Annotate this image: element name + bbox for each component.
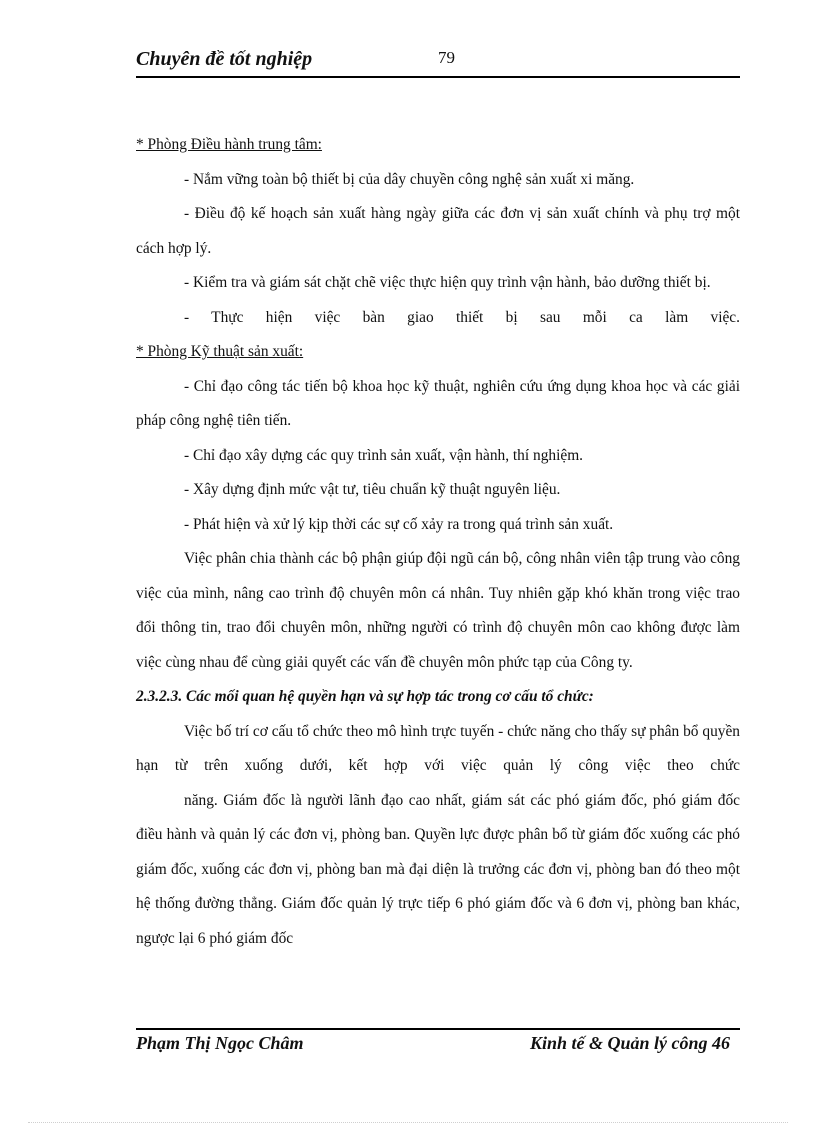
document-body	[136, 128, 740, 956]
paragraph: Việc bố trí cơ cấu tổ chức theo mô hình trực tuyến - chức năng cho thấy sự phân bổ quyền hạn từ trên xuống dưới, kết hợp với việc quản lý công việc theo chức	[136, 722, 740, 774]
list-item: - Thực hiện việc bàn giao thiết bị sau mỗi ca làm việc.	[184, 308, 740, 326]
header-title: Chuyên đề tốt nghiệp	[136, 48, 313, 70]
list-item: - Phát hiện và xử lý kịp thời các sự cố xảy ra trong quá trình sản xuất.	[184, 515, 614, 533]
list-item: - Nắm vững toàn bộ thiết bị của dây chuyền công nghệ sản xuất xi măng.	[184, 170, 635, 188]
subsection-heading: 2.3.2.3. Các mối quan hệ quyền hạn và sự hợp tác trong cơ cấu tổ chức:	[136, 688, 594, 705]
section-heading-ky-thuat: * Phòng Kỹ thuật sản xuất:	[136, 343, 304, 360]
list-item: - Điều độ kế hoạch sản xuất hàng ngày giữa các đơn vị sản xuất chính và phụ trợ một cách hợp lý.	[136, 205, 740, 257]
footer-author: Phạm Thị Ngọc Châm	[136, 1033, 304, 1053]
page-number: 79	[438, 48, 455, 67]
header-rule	[136, 76, 740, 78]
list-item: - Xây dựng định mức vật tư, tiêu chuẩn kỹ thuật nguyên liệu.	[184, 481, 561, 498]
footer-rule	[136, 1028, 740, 1030]
section-heading-dieu-hanh: * Phòng Điều hành trung tâm:	[136, 136, 322, 153]
list-item: - Chỉ đạo xây dựng các quy trình sản xuất, vận hành, thí nghiệm.	[184, 446, 584, 464]
footer-class: Kinh tế & Quản lý công 46	[529, 1033, 730, 1053]
paragraph: Việc phân chia thành các bộ phận giúp đội ngũ cán bộ, công nhân viên tập trung vào công việc của mình, nâng cao trình độ chuyên môn cá nhân. Tuy nhiên gặp khó khăn trong việc trao đổi thông tin, trao đổi chuyên môn, những người có trình độ chuyên môn cao không được làm việc cùng nhau để cùng giải quyết các vấn đề chuyên môn phức tạp của Công ty.	[136, 550, 740, 671]
list-item: - Chỉ đạo công tác tiến bộ khoa học kỹ thuật, nghiên cứu ứng dụng khoa học và các giải pháp công nghệ tiên tiến.	[136, 377, 740, 429]
paragraph-continued: năng. Giám đốc là người lãnh đạo cao nhất, giám sát các phó giám đốc, phó giám đốc điều hành và quản lý các đơn vị, phòng ban. Quyền lực được phân bổ từ giám đốc xuống các phó giám đốc, xuống các đơn vị, phòng ban mà đại diện là trưởng các đơn vị, phòng ban đó theo một hệ thống đường thẳng. Giám đốc quản lý trực tiếp 6 phó giám đốc và 6 đơn vị, phòng ban khác, ngược lại 6 phó giám đốc	[136, 791, 740, 947]
list-item: - Kiểm tra và giám sát chặt chẽ việc thực hiện quy trình vận hành, bảo dưỡng thiết bị.	[184, 274, 711, 291]
